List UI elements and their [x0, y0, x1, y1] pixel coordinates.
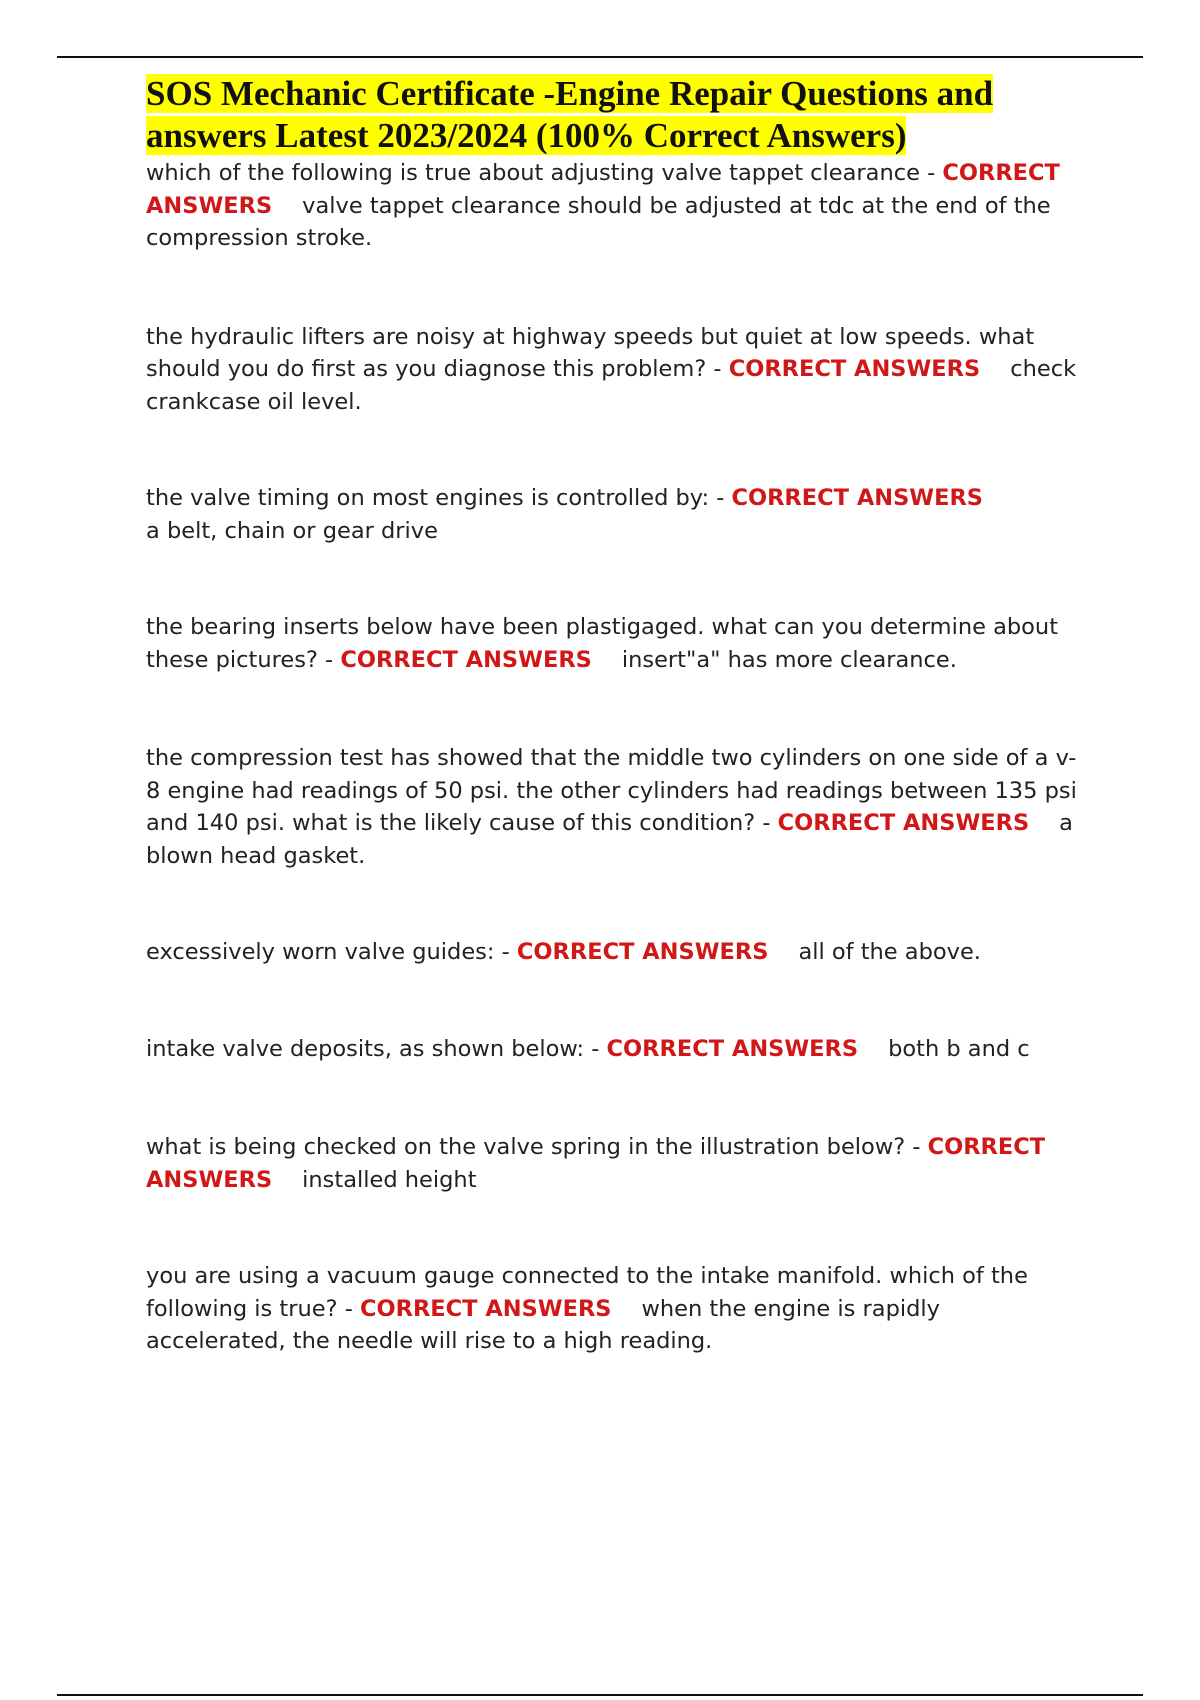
answer-text: installed height — [302, 1166, 477, 1193]
qa-item — [146, 936, 1086, 969]
question-text: the compression test has showed that the middle two cylinders on one side of a v-8 engine had readings of 50 psi. the other cylinders had readings between 135 psi and 140 psi. what is the likely cause of this condition? - — [146, 745, 1077, 836]
question-text: the valve timing on most engines is controlled by: - — [146, 485, 732, 511]
answer-text: valve tappet clearance should be adjusted at tdc at the end of the compression stroke. — [146, 192, 1051, 251]
question-text: the bearing inserts below have been plastigaged. what can you determine about these pictures? - — [146, 614, 1059, 673]
qa-item — [146, 611, 1086, 676]
qa-item — [146, 1131, 1086, 1196]
question-text: intake valve deposits, as shown below: - — [146, 1035, 607, 1062]
answer-text: check crankcase oil level. — [146, 356, 1077, 415]
answer-text: both b and c — [888, 1035, 1030, 1062]
document-body — [146, 73, 1086, 1358]
document-title — [146, 73, 1086, 157]
correct-answers-label: CORRECT ANSWERS — [340, 646, 592, 673]
qa-item — [146, 1033, 1086, 1066]
qa-item — [146, 742, 1086, 872]
correct-answers-label: CORRECT ANSWERS — [516, 939, 769, 965]
answer-text: when the engine is rapidly accelerated, the needle will rise to a high reading. — [146, 1295, 940, 1354]
correct-answers-label: CORRECT ANSWERS — [606, 1035, 859, 1062]
qa-item — [146, 482, 1086, 547]
question-text: what is being checked on the valve spring in the illustration below? - — [146, 1134, 928, 1160]
qa-item — [146, 157, 1086, 255]
question-text: excessively worn valve guides: - — [146, 939, 517, 965]
qa-item — [146, 321, 1086, 419]
correct-answers-label: CORRECT ANSWERS — [359, 1295, 612, 1322]
title-highlight: SOS Mechanic Certificate -Engine Repair Questions and answers Latest 2023/2024 (100% Correct Answers) — [146, 74, 994, 155]
question-text: the hydraulic lifters are noisy at highway speeds but quiet at low speeds. what should you do first as you diagnose this problem? - — [146, 323, 1035, 382]
answer-text: all of the above. — [798, 939, 981, 965]
correct-answers-label: CORRECT ANSWERS — [146, 160, 1060, 219]
answer-text: a blown head gasket. — [146, 810, 1073, 869]
answer-text: insert"a" has more clearance. — [621, 646, 957, 673]
question-text: which of the following is true about adjusting valve tappet clearance - — [146, 160, 943, 186]
answer-text: a belt, chain or gear drive — [146, 517, 438, 544]
top-divider — [57, 56, 1143, 58]
question-text: you are using a vacuum gauge connected to the intake manifold. which of the following is true? - — [146, 1263, 1028, 1322]
correct-answers-label: CORRECT ANSWERS — [146, 1134, 1046, 1193]
qa-item — [146, 1260, 1086, 1358]
correct-answers-label: CORRECT ANSWERS — [731, 485, 983, 511]
correct-answers-label: CORRECT ANSWERS — [777, 810, 1030, 836]
bottom-divider — [57, 1694, 1143, 1696]
correct-answers-label: CORRECT ANSWERS — [728, 356, 981, 382]
